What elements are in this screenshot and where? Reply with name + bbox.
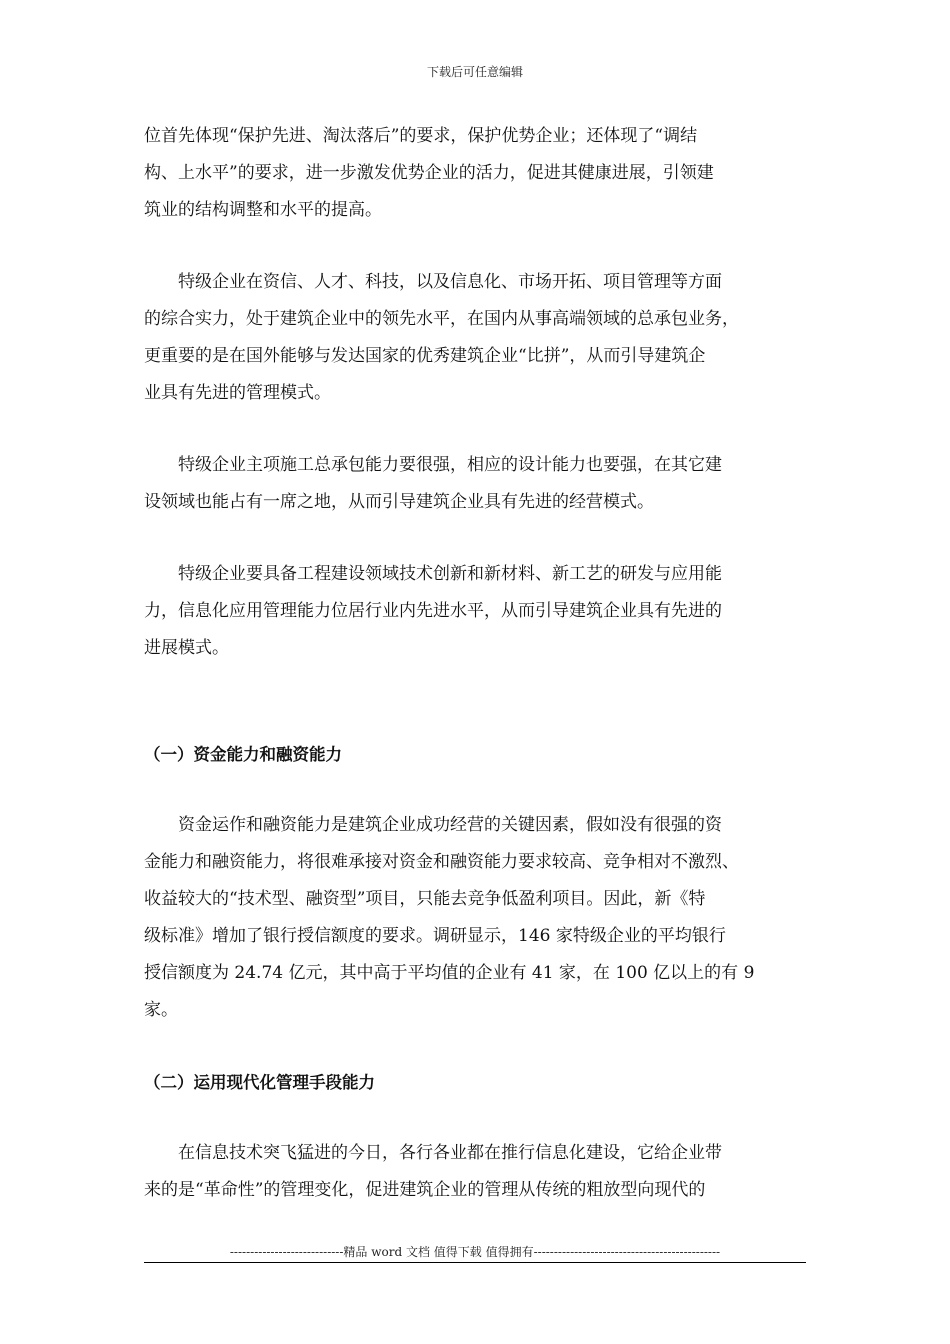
paragraph-spacer [144,1101,808,1135]
paragraph-1 [144,118,808,229]
section-heading-2: （二）运用现代化管理手段能力 [144,1073,375,1092]
section-2-paragraph [144,1135,808,1209]
text-line: 进展模式。 [144,638,229,658]
text-line: 构、上水平”的要求，进一步激发优势企业的活力，促进其健康进展，引领建 [144,163,714,183]
text-line: 特级企业在资信、人才、科技，以及信息化、市场开拓、项目管理等方面 [178,272,722,292]
page-footer: ----------------------------精品 word 文档 值得下载 值得拥有---------------------------------------------- [229,1245,721,1259]
paragraph-spacer [144,1029,808,1064]
paragraph-spacer [144,412,808,447]
paragraph-spacer [144,229,808,264]
section-1-paragraph [144,807,808,1029]
text-line: 授信额度为 24.74 亿元，其中高于平均值的企业有 41 家，在 100 亿以上的有 9 [144,963,755,983]
text-line: 家。 [144,1000,178,1020]
text-line: 特级企业主项施工总承包能力要很强，相应的设计能力也要强，在其它建 [178,455,722,475]
text-line: 收益较大的“技术型、融资型”项目，只能去竞争低盈利项目。因此，新《特 [144,889,706,909]
text-line: 在信息技术突飞猛进的今日，各行各业都在推行信息化建设，它给企业带 [178,1143,722,1163]
text-line: 更重要的是在国外能够与发达国家的优秀建筑企业“比拼”，从而引导建筑企 [144,346,706,366]
text-line: 的综合实力，处于建筑企业中的领先水平，在国内从事高端领域的总承包业务， [144,309,739,329]
paragraph-2 [144,264,808,412]
text-line: 来的是“革命性”的管理变化，促进建筑企业的管理从传统的粗放型向现代的 [144,1180,706,1200]
paragraph-spacer [144,773,808,807]
text-line: 位首先体现“保护先进、淘汰落后”的要求，保护优势企业；还体现了“调结 [144,126,698,146]
text-line: 力，信息化应用管理能力位居行业内先进水平，从而引导建筑企业具有先进的 [144,601,722,621]
text-line: 特级企业要具备工程建设领域技术创新和新材料、新工艺的研发与应用能 [178,564,722,584]
paragraph-spacer [144,667,808,702]
text-line: 资金运作和融资能力是建筑企业成功经营的关键因素，假如没有很强的资 [178,815,722,835]
text-line: 级标准》增加了银行授信额度的要求。调研显示，146 家特级企业的平均银行 [144,926,726,946]
paragraph-4 [144,556,808,667]
paragraph-3 [144,447,808,521]
text-line: 业具有先进的管理模式。 [144,383,331,403]
footer-divider [144,1262,806,1263]
text-line: 筑业的结构调整和水平的提高。 [144,200,382,220]
document-body [144,118,808,1209]
text-line: 金能力和融资能力，将很难承接对资金和融资能力要求较高、竞争相对不激烈、 [144,852,739,872]
page-header: 下载后可任意编辑 [426,65,523,79]
section-heading-1: （一）资金能力和融资能力 [144,745,342,764]
text-line: 设领域也能占有一席之地，从而引导建筑企业具有先进的经营模式。 [144,492,654,512]
paragraph-spacer [144,702,808,736]
paragraph-spacer [144,521,808,556]
